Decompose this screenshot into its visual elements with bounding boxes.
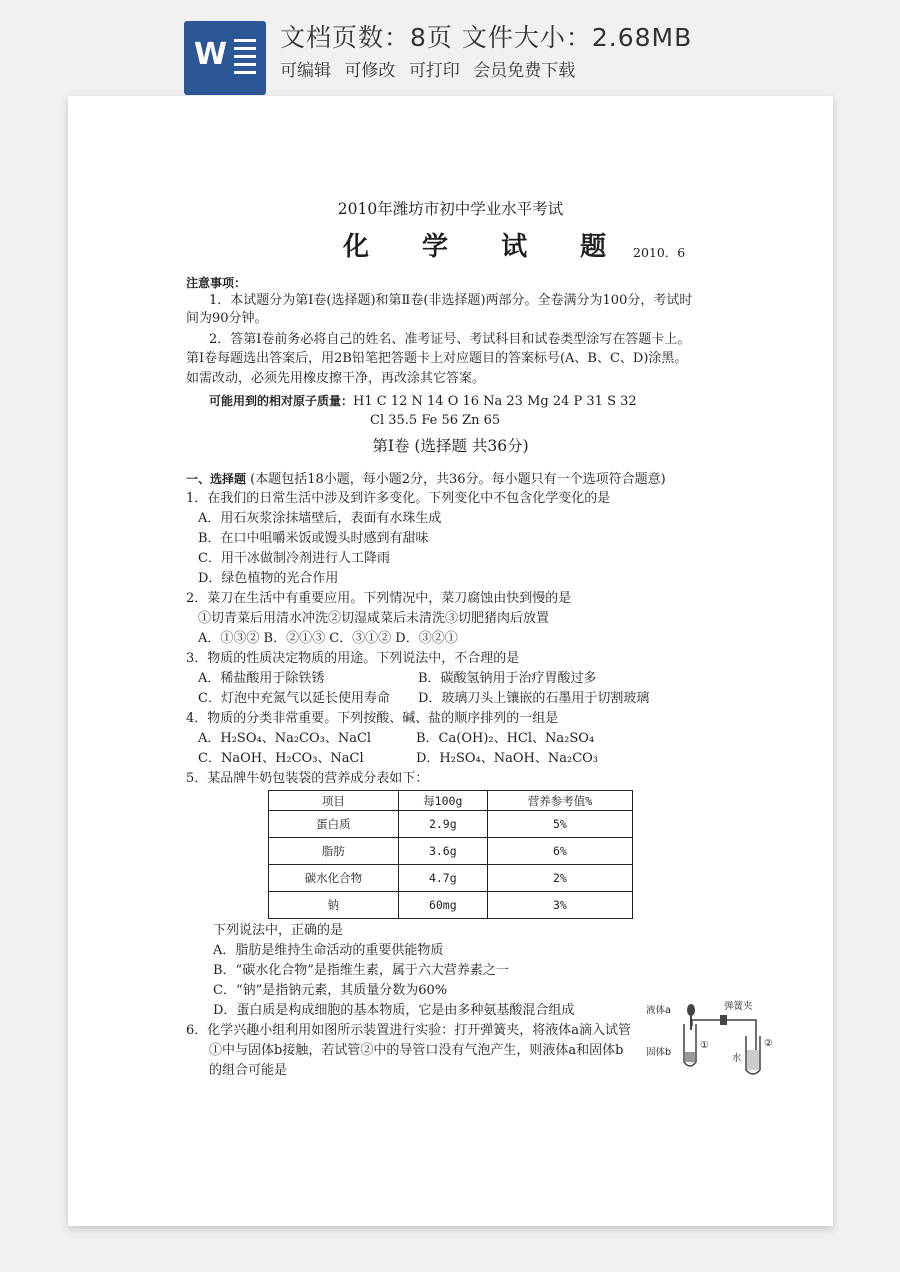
q5-stem: 5．某品牌牛奶包装袋的营养成分表如下： bbox=[186, 771, 429, 786]
q3-option-d: D．玻璃刀头上镶嵌的石墨用于切割玻璃 bbox=[418, 691, 650, 706]
dropper-bulb-icon bbox=[687, 1004, 695, 1016]
part-label: 一、选择题 bbox=[186, 472, 247, 486]
note2-line2: 第Ⅰ卷每题选出答案后，用2B铅笔把答题卡上对应题目的答案标号(A、B、C、D)涂黑。 bbox=[186, 351, 688, 366]
atomic-mass-line1 bbox=[209, 392, 637, 411]
table-cell: 蛋白质 bbox=[269, 811, 399, 838]
q1-option-b: B．在口中咀嚼米饭或馒头时感到有甜味 bbox=[198, 531, 429, 546]
exam-title: 2010年潍坊市初中学业水平考试 bbox=[337, 200, 564, 218]
table-cell: 6% bbox=[487, 838, 632, 865]
table-row bbox=[269, 892, 633, 919]
q5-option-c: C．“钠”是指钠元素，其质量分数为60% bbox=[213, 983, 448, 998]
table-cell: 2.9g bbox=[398, 811, 487, 838]
q6-line2: ①中与固体b接触，若试管②中的导管口没有气泡产生，则液体a和固体b bbox=[209, 1043, 624, 1058]
q1-stem: 1．在我们的日常生活中涉及到许多变化。下列变化中不包含化学变化的是 bbox=[186, 491, 611, 506]
apparatus-figure bbox=[646, 1000, 776, 1080]
feature-printable: 可打印 bbox=[408, 61, 460, 81]
subject-title: 化 学 试 题 bbox=[343, 232, 629, 262]
table-header: 营养参考值% bbox=[487, 791, 632, 811]
note1-line2: 间为90分钟。 bbox=[186, 311, 268, 326]
q5-option-d: D．蛋白质是构成细胞的基本物质，它是由多种氨基酸混合组成 bbox=[213, 1003, 575, 1018]
q3-option-b: B．碳酸氢钠用于治疗胃酸过多 bbox=[418, 671, 597, 686]
word-letter: W bbox=[194, 37, 228, 72]
q3-stem: 3．物质的性质决定物质的用途。下列说法中，不合理的是 bbox=[186, 651, 520, 666]
notes-heading: 注意事项： bbox=[186, 276, 247, 290]
q2-options: A．①③② B．②①③ C．③①② D．③②① bbox=[198, 631, 458, 646]
atomic-mass-values1: H1 C 12 N 14 O 16 Na 23 Mg 24 P 31 S 32 bbox=[353, 394, 637, 409]
section-title: 第Ⅰ卷 (选择题 共36分) bbox=[372, 437, 529, 455]
table-cell: 5% bbox=[487, 811, 632, 838]
q1-option-a: A．用石灰浆涂抹墙壁后，表面有水珠生成 bbox=[198, 511, 442, 526]
q6-line1: 6．化学兴趣小组利用如图所示装置进行实验：打开弹簧夹，将液体a滴入试管 bbox=[186, 1023, 632, 1038]
banner-features bbox=[280, 56, 583, 81]
q4-option-d: D．H₂SO₄、NaOH、Na₂CO₃ bbox=[416, 751, 599, 766]
feature-editable: 可编辑 bbox=[280, 61, 331, 81]
label-spring-clamp: 弹簧夹 bbox=[724, 1001, 753, 1012]
table-cell: 碳水化合物 bbox=[269, 865, 399, 892]
q4-option-c: C．NaOH、H₂CO₃、NaCl bbox=[198, 751, 364, 766]
q5-lead: 下列说法中，正确的是 bbox=[213, 923, 344, 938]
table-header: 项目 bbox=[269, 791, 399, 811]
q2-sub: ①切青菜后用清水冲洗②切湿咸菜后未清洗③切肥猪肉后放置 bbox=[198, 611, 550, 626]
banner-title: 文档页数：8页 文件大小：2.68MB bbox=[280, 23, 693, 52]
word-lines-icon bbox=[234, 39, 256, 79]
table-header-row bbox=[269, 791, 633, 811]
q5-option-a: A．脂肪是维持生命活动的重要供能物质 bbox=[213, 943, 444, 958]
q1-option-c: C．用干冰做制冷剂进行人工降雨 bbox=[198, 551, 390, 566]
table-cell: 脂肪 bbox=[269, 838, 399, 865]
table-row bbox=[269, 865, 633, 892]
label-liquid-a: 液体a bbox=[646, 1005, 671, 1016]
nutrition-table bbox=[268, 790, 633, 919]
table-cell: 60mg bbox=[398, 892, 487, 919]
table-cell: 钠 bbox=[269, 892, 399, 919]
label-water: 水 bbox=[732, 1053, 742, 1064]
q4-option-a: A．H₂SO₄、Na₂CO₃、NaCl bbox=[198, 731, 372, 746]
note2-line3: 如需改动，必须先用橡皮擦干净，再改涂其它答案。 bbox=[186, 371, 486, 386]
table-header: 每100g bbox=[398, 791, 487, 811]
label-tube-1: ① bbox=[700, 1040, 709, 1051]
note1-line1: 1．本试题分为第Ⅰ卷(选择题)和第Ⅱ卷(非选择题)两部分。全卷满分为100分，考试时 bbox=[209, 293, 693, 308]
table-cell: 3.6g bbox=[398, 838, 487, 865]
q4-option-b: B．Ca(OH)₂、HCl、Na₂SO₄ bbox=[416, 731, 595, 746]
label-solid-b: 固体b bbox=[646, 1047, 672, 1058]
feature-free-download[interactable]: 会员免费下载 bbox=[473, 61, 576, 81]
label-tube-2: ② bbox=[764, 1038, 773, 1049]
q2-stem: 2．菜刀在生活中有重要应用。下列情况中，菜刀腐蚀由快到慢的是 bbox=[186, 591, 572, 606]
exam-date: 2010．6 bbox=[633, 245, 686, 260]
word-document-icon bbox=[184, 21, 266, 95]
q3-option-c: C．灯泡中充氮气以延长使用寿命 bbox=[198, 691, 390, 706]
q3-option-a: A．稀盐酸用于除铁锈 bbox=[198, 671, 325, 686]
document-banner bbox=[0, 0, 900, 96]
q4-stem: 4．物质的分类非常重要。下列按酸、碱、盐的顺序排列的一组是 bbox=[186, 711, 559, 726]
note2-line1: 2．答第Ⅰ卷前务必将自己的姓名、准考证号、考试科目和试卷类型涂写在答题卡上。 bbox=[209, 332, 691, 347]
part-heading bbox=[186, 470, 666, 489]
part-description: (本题包括18小题，每小题2分，共36分。每小题只有一个选项符合题意) bbox=[246, 472, 666, 487]
q5-option-b: B．“碳水化合物”是指维生素，属于六大营养素之一 bbox=[213, 963, 509, 978]
atomic-mass-label: 可能用到的相对原子质量： bbox=[209, 394, 354, 408]
feature-modifiable: 可修改 bbox=[344, 61, 396, 81]
atomic-mass-line2: Cl 35.5 Fe 56 Zn 65 bbox=[370, 413, 501, 428]
q1-option-d: D．绿色植物的光合作用 bbox=[198, 571, 339, 586]
document-page bbox=[68, 96, 833, 1226]
q6-line3: 的组合可能是 bbox=[209, 1063, 288, 1078]
table-cell: 4.7g bbox=[398, 865, 487, 892]
table-cell: 2% bbox=[487, 865, 632, 892]
table-row bbox=[269, 811, 633, 838]
spring-clamp-icon bbox=[720, 1015, 727, 1025]
table-cell: 3% bbox=[487, 892, 632, 919]
table-row bbox=[269, 838, 633, 865]
